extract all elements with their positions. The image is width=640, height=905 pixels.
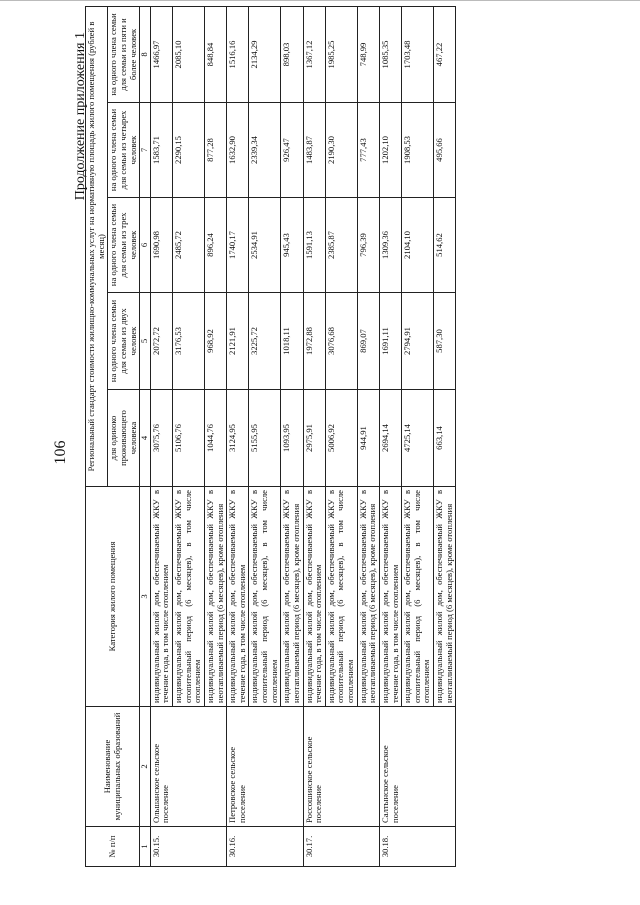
- value-single: 3124,95: [227, 390, 249, 487]
- value-three: 2104,10: [402, 198, 434, 293]
- value-four: 1632,90: [227, 103, 249, 198]
- header-standard: Региональный стандарт стоимости жилищно-коммунальных услуг на нормативную площадь жилого помещения (рублей в месяц): [86, 6, 108, 486]
- value-three: 2485,72: [173, 198, 205, 293]
- housing-category: индивидуальный жилой дом, обеспечиваемый ЖКУ в отопительный период (6 месяцев), в том числе отоплением: [173, 487, 205, 707]
- housing-category: индивидуальный жилой дом, обеспечиваемый ЖКУ в течение года, в том числе отоплением: [150, 487, 172, 707]
- housing-category: индивидуальный жилой дом, обеспечиваемый ЖКУ в отопительный период (6 месяцев), в том числе отоплением: [249, 487, 281, 707]
- header-sub-two: на одного члена семьи для семьи из двух человек: [108, 293, 140, 390]
- value-three: 945,43: [281, 198, 303, 293]
- value-single: 4725,14: [402, 390, 434, 487]
- value-two: 1972,88: [303, 293, 325, 390]
- column-number: 4: [140, 390, 151, 487]
- value-five-plus: 1516,16: [227, 6, 249, 102]
- value-single: 663,14: [434, 390, 456, 487]
- value-two: 1018,11: [281, 293, 303, 390]
- value-two: 968,92: [204, 293, 226, 390]
- table-row: [303, 6, 325, 866]
- value-five-plus: 748,99: [357, 6, 379, 102]
- housing-category: индивидуальный жилой дом, обеспечиваемый ЖКУ в отопительный период (6 месяцев), в том числе отоплением: [325, 487, 357, 707]
- value-four: 2290,15: [173, 103, 205, 198]
- value-four: 926,47: [281, 103, 303, 198]
- housing-category: индивидуальный жилой дом, обеспечиваемый ЖКУ в течение года, в том числе отоплением: [227, 487, 249, 707]
- housing-category: индивидуальный жилой дом, обеспечиваемый ЖКУ в неотапливаемый период (6 месяцев), кроме отопления: [357, 487, 379, 707]
- value-two: 2072,72: [150, 293, 172, 390]
- housing-category: индивидуальный жилой дом, обеспечиваемый ЖКУ в течение года, в том числе отоплением: [303, 487, 325, 707]
- value-single: 5106,76: [173, 390, 205, 487]
- value-single: 2694,14: [379, 390, 401, 487]
- municipality-name: Россошинское сельское поселение: [303, 707, 379, 827]
- value-three: 1740,17: [227, 198, 249, 293]
- value-three: 514,62: [434, 198, 456, 293]
- housing-category: индивидуальный жилой дом, обеспечиваемый ЖКУ в неотапливаемый период (6 месяцев), кроме отопления: [281, 487, 303, 707]
- row-number: 30.18.: [379, 827, 455, 867]
- column-number: 3: [140, 487, 151, 707]
- value-three: 2385,87: [325, 198, 357, 293]
- column-number: 6: [140, 198, 151, 293]
- table-row: [227, 6, 249, 866]
- row-number: 30.16.: [227, 827, 303, 867]
- header-no: № п/п: [86, 827, 140, 867]
- value-five-plus: 1985,25: [325, 6, 357, 102]
- table-row: [150, 6, 172, 866]
- table-body: [150, 6, 456, 866]
- header-sub-three: на одного члена семьи для семьи из трех человек: [108, 198, 140, 293]
- value-four: 2339,34: [249, 103, 281, 198]
- value-two: 2794,91: [402, 293, 434, 390]
- header-category: Категория жилого помещения: [86, 487, 140, 707]
- header-sub-four: на одного члена семьи для семьи из четырех человек: [108, 103, 140, 198]
- value-three: 1690,98: [150, 198, 172, 293]
- value-two: 2121,91: [227, 293, 249, 390]
- column-number: 2: [140, 707, 151, 827]
- value-four: 2190,30: [325, 103, 357, 198]
- value-four: 777,43: [357, 103, 379, 198]
- value-single: 2975,91: [303, 390, 325, 487]
- continuation-caption: Продолжение приложения 1: [73, 32, 88, 201]
- housing-category: индивидуальный жилой дом, обеспечиваемый ЖКУ в неотапливаемый период (6 месяцев), кроме отопления: [434, 487, 456, 707]
- value-single: 1044,76: [204, 390, 226, 487]
- header-row-1: [86, 6, 108, 866]
- value-two: 869,07: [357, 293, 379, 390]
- value-two: 3076,68: [325, 293, 357, 390]
- municipality-name: Салтынское сельское поселение: [379, 707, 455, 827]
- value-three: 796,39: [357, 198, 379, 293]
- page-number: 106: [52, 440, 69, 465]
- value-five-plus: 2085,10: [173, 6, 205, 102]
- value-two: 587,30: [434, 293, 456, 390]
- value-three: 1309,36: [379, 198, 401, 293]
- housing-category: индивидуальный жилой дом, обеспечиваемый ЖКУ в течение года, в том числе отоплением: [379, 487, 401, 707]
- value-four: 1583,71: [150, 103, 172, 198]
- row-number: 30.17.: [303, 827, 379, 867]
- value-single: 944,91: [357, 390, 379, 487]
- value-five-plus: 1367,12: [303, 6, 325, 102]
- value-five-plus: 898,03: [281, 6, 303, 102]
- value-three: 2534,91: [249, 198, 281, 293]
- value-four: 1202,10: [379, 103, 401, 198]
- header-sub-five-plus: на одного члена семьи для семьи из пяти и более человек: [108, 6, 140, 102]
- value-four: 1908,53: [402, 103, 434, 198]
- value-four: 495,66: [434, 103, 456, 198]
- value-two: 3225,72: [249, 293, 281, 390]
- value-five-plus: 1703,48: [402, 6, 434, 102]
- table-row: [379, 6, 401, 866]
- municipality-name: Петровское сельское поселение: [227, 707, 303, 827]
- value-five-plus: 467,22: [434, 6, 456, 102]
- municipality-name: Ольшанское сельское поселение: [150, 707, 226, 827]
- value-five-plus: 848,84: [204, 6, 226, 102]
- header-sub-single: для одиноко проживающего человека: [108, 390, 140, 487]
- value-five-plus: 2134,29: [249, 6, 281, 102]
- value-five-plus: 1085,35: [379, 6, 401, 102]
- row-number: 30.15.: [150, 827, 226, 867]
- value-four: 877,28: [204, 103, 226, 198]
- column-number-row: [140, 6, 151, 866]
- value-single: 5006,92: [325, 390, 357, 487]
- housing-category: индивидуальный жилой дом, обеспечиваемый ЖКУ в отопительный период (6 месяцев), в том числе отоплением: [402, 487, 434, 707]
- value-three: 1591,13: [303, 198, 325, 293]
- value-single: 1093,95: [281, 390, 303, 487]
- housing-cost-standard-table: [85, 6, 456, 867]
- value-single: 3075,76: [150, 390, 172, 487]
- column-number: 8: [140, 6, 151, 102]
- value-four: 1483,87: [303, 103, 325, 198]
- housing-category: индивидуальный жилой дом, обеспечиваемый ЖКУ в неотапливаемый период (6 месяцев), кроме отопления: [204, 487, 226, 707]
- column-number: 5: [140, 293, 151, 390]
- header-municipality: Наименование муниципальных образований: [86, 707, 140, 827]
- value-single: 5155,95: [249, 390, 281, 487]
- value-two: 3176,53: [173, 293, 205, 390]
- column-number: 7: [140, 103, 151, 198]
- value-two: 1691,11: [379, 293, 401, 390]
- value-five-plus: 1466,97: [150, 6, 172, 102]
- column-number: 1: [140, 827, 151, 867]
- value-three: 896,24: [204, 198, 226, 293]
